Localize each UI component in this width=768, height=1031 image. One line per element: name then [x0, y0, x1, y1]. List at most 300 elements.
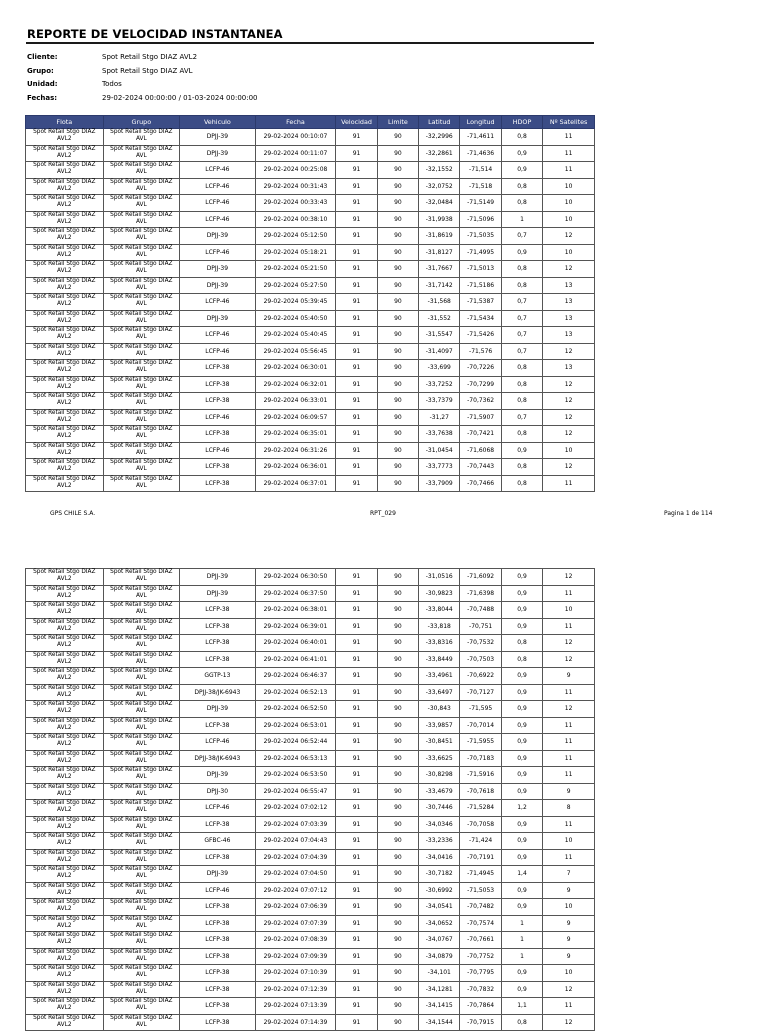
cell-latitud: -34,1544 — [419, 1014, 460, 1031]
cell-satelites: 10 — [543, 244, 595, 261]
cell-grupo: Spot Retail Stgo DIAZ AVL — [103, 701, 180, 718]
cell-hdop: 1 — [501, 948, 542, 965]
cell-longitud: -70,7058 — [460, 816, 501, 833]
cell-hdop: 0,8 — [501, 129, 542, 146]
meta-value: Todos — [102, 80, 122, 89]
cell-longitud: -71,5434 — [460, 310, 501, 327]
cell-fecha: 29-02-2024 05:39:45 — [255, 294, 336, 311]
table-row — [26, 343, 595, 360]
cell-latitud: -31,0516 — [419, 569, 460, 586]
cell-satelites: 13 — [543, 310, 595, 327]
cell-vehiculo: LCFP-46 — [180, 343, 256, 360]
cell-latitud: -31,5547 — [419, 327, 460, 344]
meta-label: Unidad: — [27, 80, 58, 89]
table-row — [26, 459, 595, 476]
column-header[interactable]: Grupo — [103, 116, 180, 129]
cell-satelites: 9 — [543, 668, 595, 685]
cell-limite: 90 — [377, 393, 418, 410]
cell-longitud: -70,7014 — [460, 717, 501, 734]
cell-grupo: Spot Retail Stgo DIAZ AVL — [103, 442, 180, 459]
cell-hdop: 0,9 — [501, 783, 542, 800]
cell-latitud: -30,6992 — [419, 882, 460, 899]
meta-value: Spot Retail Stgo DIAZ AVL2 — [102, 53, 198, 61]
cell-fecha: 29-02-2024 05:18:21 — [255, 244, 336, 261]
cell-limite: 90 — [377, 310, 418, 327]
cell-limite: 90 — [377, 684, 418, 701]
cell-satelites: 11 — [543, 585, 595, 602]
cell-longitud: -70,6922 — [460, 668, 501, 685]
cell-grupo: Spot Retail Stgo DIAZ AVL — [103, 899, 180, 916]
column-header[interactable]: HDOP — [501, 116, 542, 129]
cell-fecha: 29-02-2024 06:37:50 — [255, 585, 336, 602]
column-header[interactable]: Flota — [26, 116, 104, 129]
cell-flota: Spot Retail Stgo DIAZ AVL2 — [26, 849, 104, 866]
table-row — [26, 866, 595, 883]
cell-latitud: -33,4961 — [419, 668, 460, 685]
cell-hdop: 0,7 — [501, 327, 542, 344]
cell-velocidad: 91 — [336, 327, 377, 344]
cell-vehiculo: LCFP-38 — [180, 915, 256, 932]
cell-longitud: -71,5186 — [460, 277, 501, 294]
cell-longitud: -70,7362 — [460, 393, 501, 410]
cell-vehiculo: GGTP-13 — [180, 668, 256, 685]
cell-fecha: 29-02-2024 06:39:01 — [255, 618, 336, 635]
table-row — [26, 129, 595, 146]
cell-satelites: 10 — [543, 211, 595, 228]
cell-vehiculo: DPJJ-39 — [180, 310, 256, 327]
cell-flota: Spot Retail Stgo DIAZ AVL2 — [26, 228, 104, 245]
cell-limite: 90 — [377, 866, 418, 883]
table-row — [26, 981, 595, 998]
cell-limite: 90 — [377, 360, 418, 377]
cell-velocidad: 91 — [336, 145, 377, 162]
cell-velocidad: 91 — [336, 195, 377, 212]
cell-grupo: Spot Retail Stgo DIAZ AVL — [103, 602, 180, 619]
cell-latitud: -31,7142 — [419, 277, 460, 294]
cell-grupo: Spot Retail Stgo DIAZ AVL — [103, 932, 180, 949]
cell-fecha: 29-02-2024 05:40:50 — [255, 310, 336, 327]
cell-vehiculo: LCFP-38 — [180, 717, 256, 734]
cell-fecha: 29-02-2024 06:32:01 — [255, 376, 336, 393]
title-divider — [26, 42, 594, 44]
cell-hdop: 0,9 — [501, 668, 542, 685]
cell-vehiculo: DPJJ-39 — [180, 701, 256, 718]
cell-longitud: -70,7532 — [460, 635, 501, 652]
cell-latitud: -34,0541 — [419, 899, 460, 916]
cell-flota: Spot Retail Stgo DIAZ AVL2 — [26, 426, 104, 443]
cell-hdop: 0,9 — [501, 145, 542, 162]
cell-latitud: -31,0454 — [419, 442, 460, 459]
cell-hdop: 0,9 — [501, 750, 542, 767]
cell-grupo: Spot Retail Stgo DIAZ AVL — [103, 668, 180, 685]
cell-velocidad: 91 — [336, 162, 377, 179]
cell-vehiculo: DPJJ-39 — [180, 145, 256, 162]
cell-limite: 90 — [377, 783, 418, 800]
cell-hdop: 0,9 — [501, 899, 542, 916]
cell-limite: 90 — [377, 965, 418, 982]
cell-limite: 90 — [377, 244, 418, 261]
cell-grupo: Spot Retail Stgo DIAZ AVL — [103, 651, 180, 668]
column-header[interactable]: Vehiculo — [180, 116, 256, 129]
cell-fecha: 29-02-2024 00:11:07 — [255, 145, 336, 162]
cell-latitud: -34,0767 — [419, 932, 460, 949]
cell-latitud: -32,0752 — [419, 178, 460, 195]
cell-hdop: 0,9 — [501, 882, 542, 899]
cell-flota: Spot Retail Stgo DIAZ AVL2 — [26, 981, 104, 998]
cell-grupo: Spot Retail Stgo DIAZ AVL — [103, 734, 180, 751]
page-title: REPORTE DE VELOCIDAD INSTANTANEA — [27, 27, 283, 41]
cell-hdop: 0,7 — [501, 343, 542, 360]
cell-velocidad: 91 — [336, 360, 377, 377]
cell-longitud: -70,7299 — [460, 376, 501, 393]
cell-latitud: -34,1415 — [419, 998, 460, 1015]
cell-latitud: -33,9857 — [419, 717, 460, 734]
table-header-row — [26, 116, 595, 129]
table-row — [26, 327, 595, 344]
cell-longitud: -71,5284 — [460, 800, 501, 817]
cell-limite: 90 — [377, 569, 418, 586]
cell-fecha: 29-02-2024 00:31:43 — [255, 178, 336, 195]
column-header[interactable]: Latitud — [419, 116, 460, 129]
cell-satelites: 12 — [543, 635, 595, 652]
cell-satelites: 12 — [543, 459, 595, 476]
cell-longitud: -70,7832 — [460, 981, 501, 998]
cell-fecha: 29-02-2024 06:30:01 — [255, 360, 336, 377]
cell-vehiculo: DPJJ-39 — [180, 277, 256, 294]
cell-latitud: -34,1281 — [419, 981, 460, 998]
cell-limite: 90 — [377, 734, 418, 751]
cell-longitud: -70,7752 — [460, 948, 501, 965]
table-row — [26, 195, 595, 212]
meta-row-grupo — [27, 67, 258, 81]
table-row — [26, 684, 595, 701]
cell-vehiculo: LCFP-38 — [180, 932, 256, 949]
cell-grupo: Spot Retail Stgo DIAZ AVL — [103, 310, 180, 327]
cell-flota: Spot Retail Stgo DIAZ AVL2 — [26, 783, 104, 800]
cell-velocidad: 91 — [336, 998, 377, 1015]
cell-velocidad: 91 — [336, 932, 377, 949]
cell-fecha: 29-02-2024 06:30:50 — [255, 569, 336, 586]
cell-longitud: -70,7915 — [460, 1014, 501, 1031]
cell-fecha: 29-02-2024 00:25:08 — [255, 162, 336, 179]
cell-grupo: Spot Retail Stgo DIAZ AVL — [103, 459, 180, 476]
cell-velocidad: 91 — [336, 393, 377, 410]
cell-grupo: Spot Retail Stgo DIAZ AVL — [103, 426, 180, 443]
cell-flota: Spot Retail Stgo DIAZ AVL2 — [26, 1014, 104, 1031]
cell-fecha: 29-02-2024 06:38:01 — [255, 602, 336, 619]
cell-grupo: Spot Retail Stgo DIAZ AVL — [103, 767, 180, 784]
cell-limite: 90 — [377, 717, 418, 734]
cell-grupo: Spot Retail Stgo DIAZ AVL — [103, 684, 180, 701]
cell-grupo: Spot Retail Stgo DIAZ AVL — [103, 129, 180, 146]
cell-limite: 90 — [377, 800, 418, 817]
cell-velocidad: 91 — [336, 717, 377, 734]
cell-latitud: -30,8298 — [419, 767, 460, 784]
cell-velocidad: 91 — [336, 734, 377, 751]
cell-fecha: 29-02-2024 07:12:39 — [255, 981, 336, 998]
cell-fecha: 29-02-2024 06:52:44 — [255, 734, 336, 751]
cell-limite: 90 — [377, 701, 418, 718]
cell-latitud: -31,552 — [419, 310, 460, 327]
cell-longitud: -71,6068 — [460, 442, 501, 459]
cell-hdop: 0,9 — [501, 833, 542, 850]
table-row — [26, 376, 595, 393]
cell-latitud: -31,9938 — [419, 211, 460, 228]
cell-satelites: 10 — [543, 442, 595, 459]
cell-latitud: -33,7638 — [419, 426, 460, 443]
cell-latitud: -33,8316 — [419, 635, 460, 652]
cell-longitud: -71,5426 — [460, 327, 501, 344]
meta-value: Spot Retail Stgo DIAZ AVL — [102, 66, 193, 75]
cell-vehiculo: DPJJ-39 — [180, 261, 256, 278]
cell-fecha: 29-02-2024 06:46:37 — [255, 668, 336, 685]
cell-vehiculo: LCFP-46 — [180, 800, 256, 817]
cell-fecha: 29-02-2024 06:09:57 — [255, 409, 336, 426]
cell-hdop: 0,9 — [501, 717, 542, 734]
cell-longitud: -71,5149 — [460, 195, 501, 212]
cell-fecha: 29-02-2024 05:12:50 — [255, 228, 336, 245]
cell-longitud: -71,5096 — [460, 211, 501, 228]
cell-velocidad: 91 — [336, 651, 377, 668]
cell-limite: 90 — [377, 459, 418, 476]
cell-limite: 90 — [377, 882, 418, 899]
cell-grupo: Spot Retail Stgo DIAZ AVL — [103, 343, 180, 360]
cell-satelites: 12 — [543, 701, 595, 718]
table-row — [26, 717, 595, 734]
cell-vehiculo: DPJJ-39 — [180, 767, 256, 784]
cell-longitud: -71,424 — [460, 833, 501, 850]
cell-flota: Spot Retail Stgo DIAZ AVL2 — [26, 717, 104, 734]
cell-fecha: 29-02-2024 06:53:50 — [255, 767, 336, 784]
footer-page-number: Pagina 1 de 114 — [664, 510, 713, 517]
cell-vehiculo: LCFP-46 — [180, 409, 256, 426]
table-row — [26, 783, 595, 800]
cell-grupo: Spot Retail Stgo DIAZ AVL — [103, 393, 180, 410]
cell-grupo: Spot Retail Stgo DIAZ AVL — [103, 981, 180, 998]
table-row — [26, 602, 595, 619]
cell-satelites: 11 — [543, 162, 595, 179]
cell-hdop: 0,9 — [501, 244, 542, 261]
table-row — [26, 932, 595, 949]
cell-satelites: 12 — [543, 1014, 595, 1031]
cell-grupo: Spot Retail Stgo DIAZ AVL — [103, 294, 180, 311]
cell-flota: Spot Retail Stgo DIAZ AVL2 — [26, 899, 104, 916]
cell-hdop: 0,8 — [501, 651, 542, 668]
page-2 — [0, 566, 768, 1028]
cell-velocidad: 91 — [336, 228, 377, 245]
column-header[interactable]: Nº Satelites — [543, 116, 595, 129]
cell-flota: Spot Retail Stgo DIAZ AVL2 — [26, 734, 104, 751]
cell-longitud: -70,7226 — [460, 360, 501, 377]
cell-longitud: -70,7574 — [460, 915, 501, 932]
cell-hdop: 0,8 — [501, 261, 542, 278]
cell-flota: Spot Retail Stgo DIAZ AVL2 — [26, 393, 104, 410]
cell-grupo: Spot Retail Stgo DIAZ AVL — [103, 800, 180, 817]
cell-vehiculo: LCFP-38 — [180, 998, 256, 1015]
cell-longitud: -70,7127 — [460, 684, 501, 701]
table-row — [26, 1014, 595, 1031]
cell-flota: Spot Retail Stgo DIAZ AVL2 — [26, 129, 104, 146]
table-row — [26, 310, 595, 327]
cell-longitud: -71,518 — [460, 178, 501, 195]
cell-latitud: -33,4679 — [419, 783, 460, 800]
cell-satelites: 13 — [543, 360, 595, 377]
cell-velocidad: 91 — [336, 244, 377, 261]
cell-satelites: 10 — [543, 899, 595, 916]
cell-velocidad: 91 — [336, 816, 377, 833]
cell-velocidad: 91 — [336, 585, 377, 602]
table-row — [26, 475, 595, 492]
cell-velocidad: 91 — [336, 684, 377, 701]
table-row — [26, 668, 595, 685]
cell-vehiculo: LCFP-38 — [180, 635, 256, 652]
cell-latitud: -32,1552 — [419, 162, 460, 179]
cell-limite: 90 — [377, 932, 418, 949]
cell-latitud: -33,6497 — [419, 684, 460, 701]
cell-latitud: -34,0346 — [419, 816, 460, 833]
cell-latitud: -33,2336 — [419, 833, 460, 850]
cell-velocidad: 91 — [336, 426, 377, 443]
cell-vehiculo: DPJJ-39 — [180, 129, 256, 146]
cell-velocidad: 91 — [336, 849, 377, 866]
cell-hdop: 0,8 — [501, 635, 542, 652]
cell-vehiculo: LCFP-38 — [180, 1014, 256, 1031]
column-header[interactable]: Velocidad — [336, 116, 377, 129]
cell-satelites: 11 — [543, 145, 595, 162]
cell-vehiculo: LCFP-46 — [180, 162, 256, 179]
cell-satelites: 12 — [543, 228, 595, 245]
cell-flota: Spot Retail Stgo DIAZ AVL2 — [26, 277, 104, 294]
cell-longitud: -70,7466 — [460, 475, 501, 492]
cell-limite: 90 — [377, 998, 418, 1015]
cell-longitud: -71,5907 — [460, 409, 501, 426]
cell-fecha: 29-02-2024 07:06:39 — [255, 899, 336, 916]
cell-hdop: 0,9 — [501, 767, 542, 784]
cell-limite: 90 — [377, 277, 418, 294]
cell-limite: 90 — [377, 376, 418, 393]
cell-flota: Spot Retail Stgo DIAZ AVL2 — [26, 409, 104, 426]
cell-grupo: Spot Retail Stgo DIAZ AVL — [103, 162, 180, 179]
cell-satelites: 9 — [543, 948, 595, 965]
cell-velocidad: 91 — [336, 915, 377, 932]
table-row — [26, 294, 595, 311]
cell-fecha: 29-02-2024 07:09:39 — [255, 948, 336, 965]
cell-velocidad: 91 — [336, 178, 377, 195]
cell-flota: Spot Retail Stgo DIAZ AVL2 — [26, 343, 104, 360]
table-row — [26, 998, 595, 1015]
cell-velocidad: 91 — [336, 602, 377, 619]
cell-vehiculo: DPJJ-38/JK-6943 — [180, 750, 256, 767]
table-row — [26, 651, 595, 668]
cell-satelites: 7 — [543, 866, 595, 883]
cell-satelites: 10 — [543, 178, 595, 195]
cell-grupo: Spot Retail Stgo DIAZ AVL — [103, 783, 180, 800]
cell-satelites: 9 — [543, 783, 595, 800]
cell-velocidad: 91 — [336, 635, 377, 652]
table-row — [26, 426, 595, 443]
cell-flota: Spot Retail Stgo DIAZ AVL2 — [26, 459, 104, 476]
cell-fecha: 29-02-2024 07:07:39 — [255, 915, 336, 932]
cell-grupo: Spot Retail Stgo DIAZ AVL — [103, 376, 180, 393]
cell-vehiculo: LCFP-46 — [180, 211, 256, 228]
cell-longitud: -70,7191 — [460, 849, 501, 866]
column-header[interactable]: Limite — [377, 116, 418, 129]
cell-latitud: -33,699 — [419, 360, 460, 377]
cell-latitud: -32,2996 — [419, 129, 460, 146]
cell-grupo: Spot Retail Stgo DIAZ AVL — [103, 866, 180, 883]
cell-flota: Spot Retail Stgo DIAZ AVL2 — [26, 360, 104, 377]
cell-longitud: -70,7661 — [460, 932, 501, 949]
cell-flota: Spot Retail Stgo DIAZ AVL2 — [26, 866, 104, 883]
meta-label: Grupo: — [27, 66, 54, 75]
cell-vehiculo: LCFP-38 — [180, 899, 256, 916]
table-row — [26, 393, 595, 410]
cell-vehiculo: DPJJ-30 — [180, 783, 256, 800]
cell-longitud: -70,7864 — [460, 998, 501, 1015]
cell-latitud: -30,8451 — [419, 734, 460, 751]
meta-label: Cliente: — [27, 53, 58, 61]
meta-label: Fechas: — [27, 94, 58, 103]
cell-vehiculo: DPJJ-39 — [180, 569, 256, 586]
cell-fecha: 29-02-2024 06:35:01 — [255, 426, 336, 443]
cell-grupo: Spot Retail Stgo DIAZ AVL — [103, 816, 180, 833]
cell-fecha: 29-02-2024 06:40:01 — [255, 635, 336, 652]
cell-vehiculo: LCFP-46 — [180, 442, 256, 459]
cell-longitud: -70,7488 — [460, 602, 501, 619]
cell-velocidad: 91 — [336, 948, 377, 965]
cell-limite: 90 — [377, 585, 418, 602]
cell-satelites: 11 — [543, 750, 595, 767]
column-header[interactable]: Fecha — [255, 116, 336, 129]
cell-vehiculo: LCFP-38 — [180, 816, 256, 833]
cell-hdop: 0,8 — [501, 178, 542, 195]
cell-flota: Spot Retail Stgo DIAZ AVL2 — [26, 948, 104, 965]
cell-velocidad: 91 — [336, 475, 377, 492]
cell-latitud: -34,0416 — [419, 849, 460, 866]
cell-flota: Spot Retail Stgo DIAZ AVL2 — [26, 310, 104, 327]
cell-hdop: 0,9 — [501, 162, 542, 179]
cell-satelites: 8 — [543, 800, 595, 817]
cell-hdop: 0,9 — [501, 602, 542, 619]
cell-satelites: 12 — [543, 651, 595, 668]
cell-longitud: -71,4995 — [460, 244, 501, 261]
table-row — [26, 618, 595, 635]
cell-flota: Spot Retail Stgo DIAZ AVL2 — [26, 145, 104, 162]
cell-limite: 90 — [377, 981, 418, 998]
speed-report-table-page-2 — [25, 568, 595, 1031]
cell-vehiculo: LCFP-46 — [180, 178, 256, 195]
table-row — [26, 750, 595, 767]
cell-fecha: 29-02-2024 06:37:01 — [255, 475, 336, 492]
cell-latitud: -34,0879 — [419, 948, 460, 965]
meta-row-unidad — [27, 80, 258, 94]
cell-limite: 90 — [377, 343, 418, 360]
cell-vehiculo: LCFP-46 — [180, 195, 256, 212]
cell-grupo: Spot Retail Stgo DIAZ AVL — [103, 475, 180, 492]
table-row — [26, 178, 595, 195]
cell-velocidad: 91 — [336, 701, 377, 718]
table-row — [26, 915, 595, 932]
cell-longitud: -71,5035 — [460, 228, 501, 245]
cell-hdop: 0,8 — [501, 475, 542, 492]
table-row — [26, 948, 595, 965]
cell-longitud: -70,7618 — [460, 783, 501, 800]
cell-latitud: -31,27 — [419, 409, 460, 426]
column-header[interactable]: Longitud — [460, 116, 501, 129]
cell-latitud: -30,9823 — [419, 585, 460, 602]
cell-velocidad: 91 — [336, 783, 377, 800]
table-row — [26, 261, 595, 278]
